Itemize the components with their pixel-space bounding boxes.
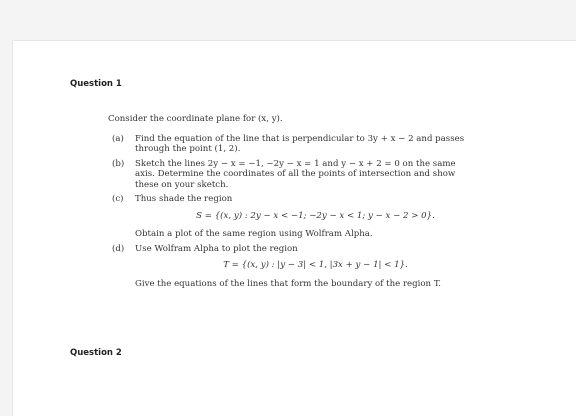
question-1-body (108, 114, 473, 289)
part-b-label: (b) (112, 158, 125, 169)
part-b (108, 159, 473, 191)
part-d-text: Use Wolfram Alpha to plot the region (135, 243, 298, 254)
question-1-heading: Question 1 (70, 79, 122, 89)
part-c-text: Thus shade the region (135, 194, 233, 204)
part-a-label: (a) (112, 133, 124, 144)
region-t-definition: T = {(x, y) : |y − 3| < 1, |3x + y − 1| < 1}. (223, 260, 408, 270)
part-c (108, 194, 473, 205)
question-2-heading: Question 2 (70, 348, 122, 358)
part-b-text: Sketch the lines 2y − x = −1, −2y − x = 1 and y − x + 2 = 0 on the same axis. Determine the coordinates of all the points of intersection and show these on your sketch. (135, 158, 456, 190)
part-c-label: (c) (112, 194, 124, 204)
part-c-followup: Obtain a plot of the same region using Wolfram Alpha. (135, 229, 373, 239)
question-1-intro: Consider the coordinate plane for (x, y). (108, 114, 283, 124)
part-a-text: Find the equation of the line that is perpendicular to 3y + x − 2 and passes through the point (1, 2). (135, 133, 465, 154)
region-s-definition: S = {(x, y) : 2y − x < −1; −2y − x < 1; y − x − 2 > 0}. (196, 210, 435, 221)
part-d-followup: Give the equations of the lines that form the boundary of the region T. (135, 278, 442, 289)
part-d (108, 244, 473, 255)
part-d-label: (d) (112, 243, 125, 254)
part-a (108, 134, 473, 155)
